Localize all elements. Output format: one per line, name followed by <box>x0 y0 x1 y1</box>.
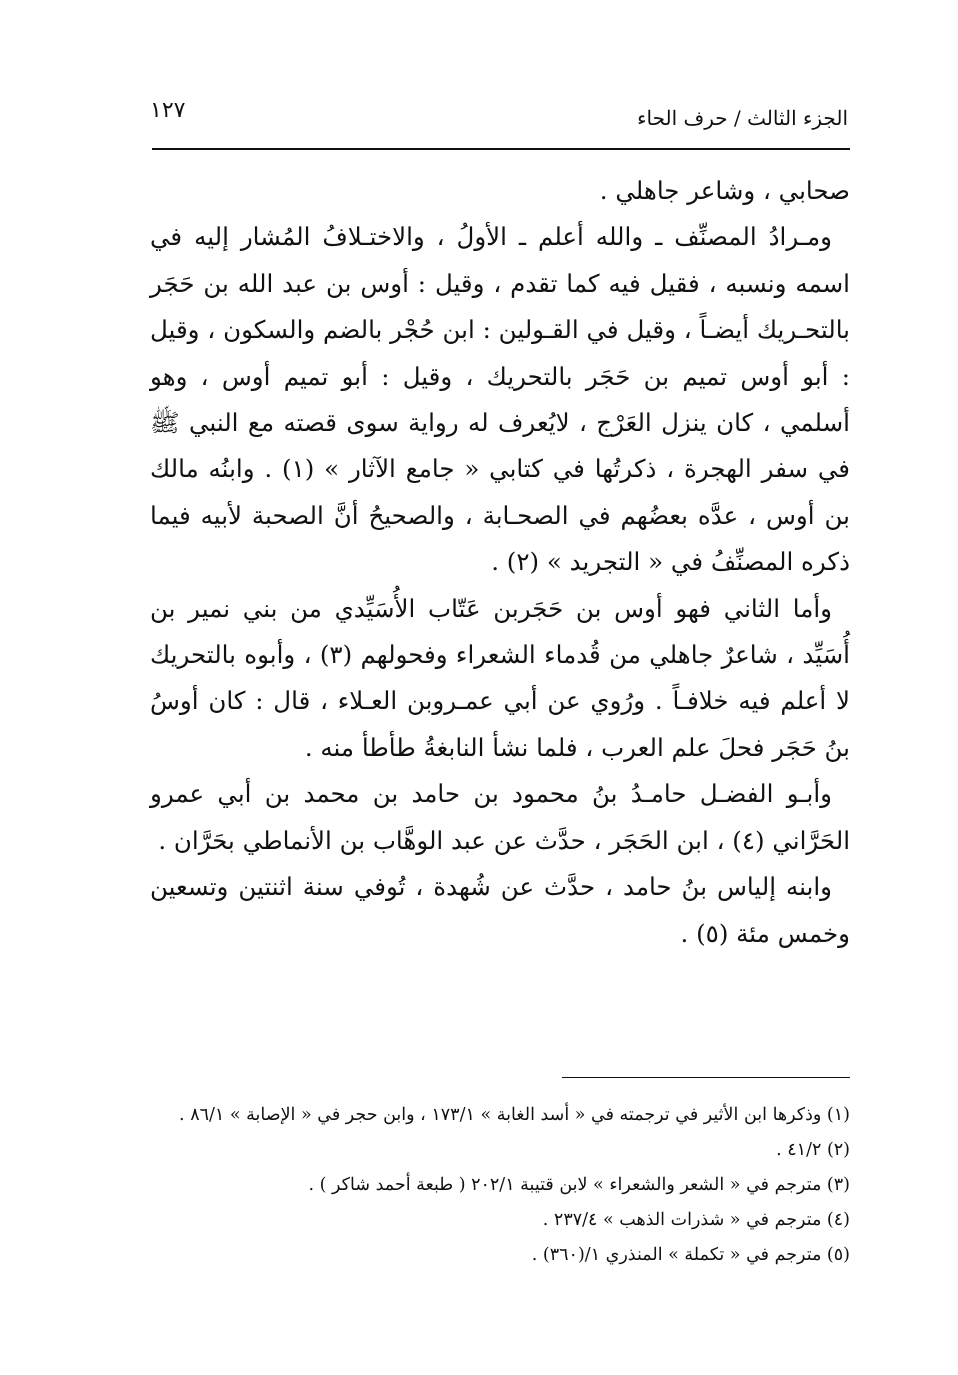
text-line: وابنه إلياس بنُ حامد ، حدَّث عن شُهدة ، تُوفي سنة اثنتين وتسعين <box>150 872 832 902</box>
page-number: ١٢٧ <box>150 98 186 123</box>
paragraph-1 <box>150 168 850 214</box>
text-line: ذكره المصنِّفُ في « التجريد » (٢) . <box>491 547 850 577</box>
paragraph-2 <box>150 214 850 585</box>
text-line: لا أعلم فيه خلافـاً . ورُوي عن أبي عمـروبن العـلاء ، قال : كان <box>208 686 850 716</box>
page-header <box>150 92 850 142</box>
text-line: أوس ، عدَّه بعضُهم في الصحـابة ، والصحيحُ أنَّ الصحبة لأبيه فيما <box>150 500 815 530</box>
text-line: أوسُ بنُ حَجَر فحلَ علم العرب ، فلما نشأ النابغةُ طأطأ منه . <box>150 686 850 762</box>
text-line: أُسَيِّد ، شاعرٌ جاهلي من قُدماء الشعراء وفحولهم (٣) ، وأبوه بالتحريك <box>150 640 850 670</box>
paragraph-3 <box>150 586 850 772</box>
footnote-4: (٤) مترجم في « شذرات الذهب » ٢٣٧/٤ . <box>542 1210 850 1230</box>
paragraph-4 <box>150 771 850 864</box>
main-text <box>150 168 850 957</box>
text-line: وقيل : أبو أوس تميم بن حَجَر بالتحريك ، وقيل : أبو تميم أوس ، وهو <box>150 315 850 391</box>
footnote-1: (١) وذكرها ابن الأثير في ترجمته في « أسد الغابة » ١٧٣/١ ، وابن حجر في « الإصابة » ٨٦/١ . <box>179 1105 850 1125</box>
header-divider <box>152 148 850 150</box>
text-line: اسمه ونسبه ، فقيل فيه كما تقدم ، وقيل : أوس بن عبد الله بن حَجَر <box>150 268 850 298</box>
footnote-5: (٥) مترجم في « تكملة » المنذري ١/(٣٦٠) . <box>531 1245 850 1265</box>
footnotes <box>150 1098 850 1273</box>
text-line: في سفر الهجرة ، ذكرتُها في كتابي « جامع الآثار » (١) . وابنُه مالك بن <box>150 454 850 530</box>
text-line: بالتحـريك أيضـاً ، وقيل في القـولين : ابن حُجْر بالضم والسكون ، <box>207 315 850 345</box>
text-line: الحَرَّاني (٤) ، ابن الحَجَر ، حدَّث عن عبد الوهَّاب بن الأنماطي <box>242 825 850 855</box>
paragraph-5 <box>150 864 850 957</box>
footnote-3: (٣) مترجم في « الشعر والشعراء » لابن قتيبة ٢٠٢/١ ( طبعة أحمد شاكر ) . <box>308 1175 850 1195</box>
text-line: وأبـو الفضـل حامـدُ بنُ محمود بن حامد بن محمد بن أبي عمرو <box>150 779 832 809</box>
text-line: ومـرادُ المصنِّف ـ والله أعلم ـ الأولُ ، والاختـلافُ المُشار إليه في <box>150 222 832 252</box>
text-line: صحابي ، وشاعر جاهلي . <box>599 176 850 205</box>
text-line: أسلمي ، كان ينزل العَرْج ، لايُعرف له رواية سوى قصته مع النبي ﷺ <box>150 408 850 438</box>
footnote-2: (٢) ٤١/٢ . <box>776 1140 850 1160</box>
running-title: الجزء الثالث / حرف الحاء <box>637 106 848 130</box>
footnote-divider <box>562 1077 850 1078</box>
text-line: بحَرَّان . <box>158 825 235 855</box>
text-line: وخمس مئة (٥) . <box>680 918 850 948</box>
text-line: وأما الثاني فهو أوس بن حَجَربن عَتّاب الأُسَيِّدي من بني نمير بن <box>150 593 832 623</box>
